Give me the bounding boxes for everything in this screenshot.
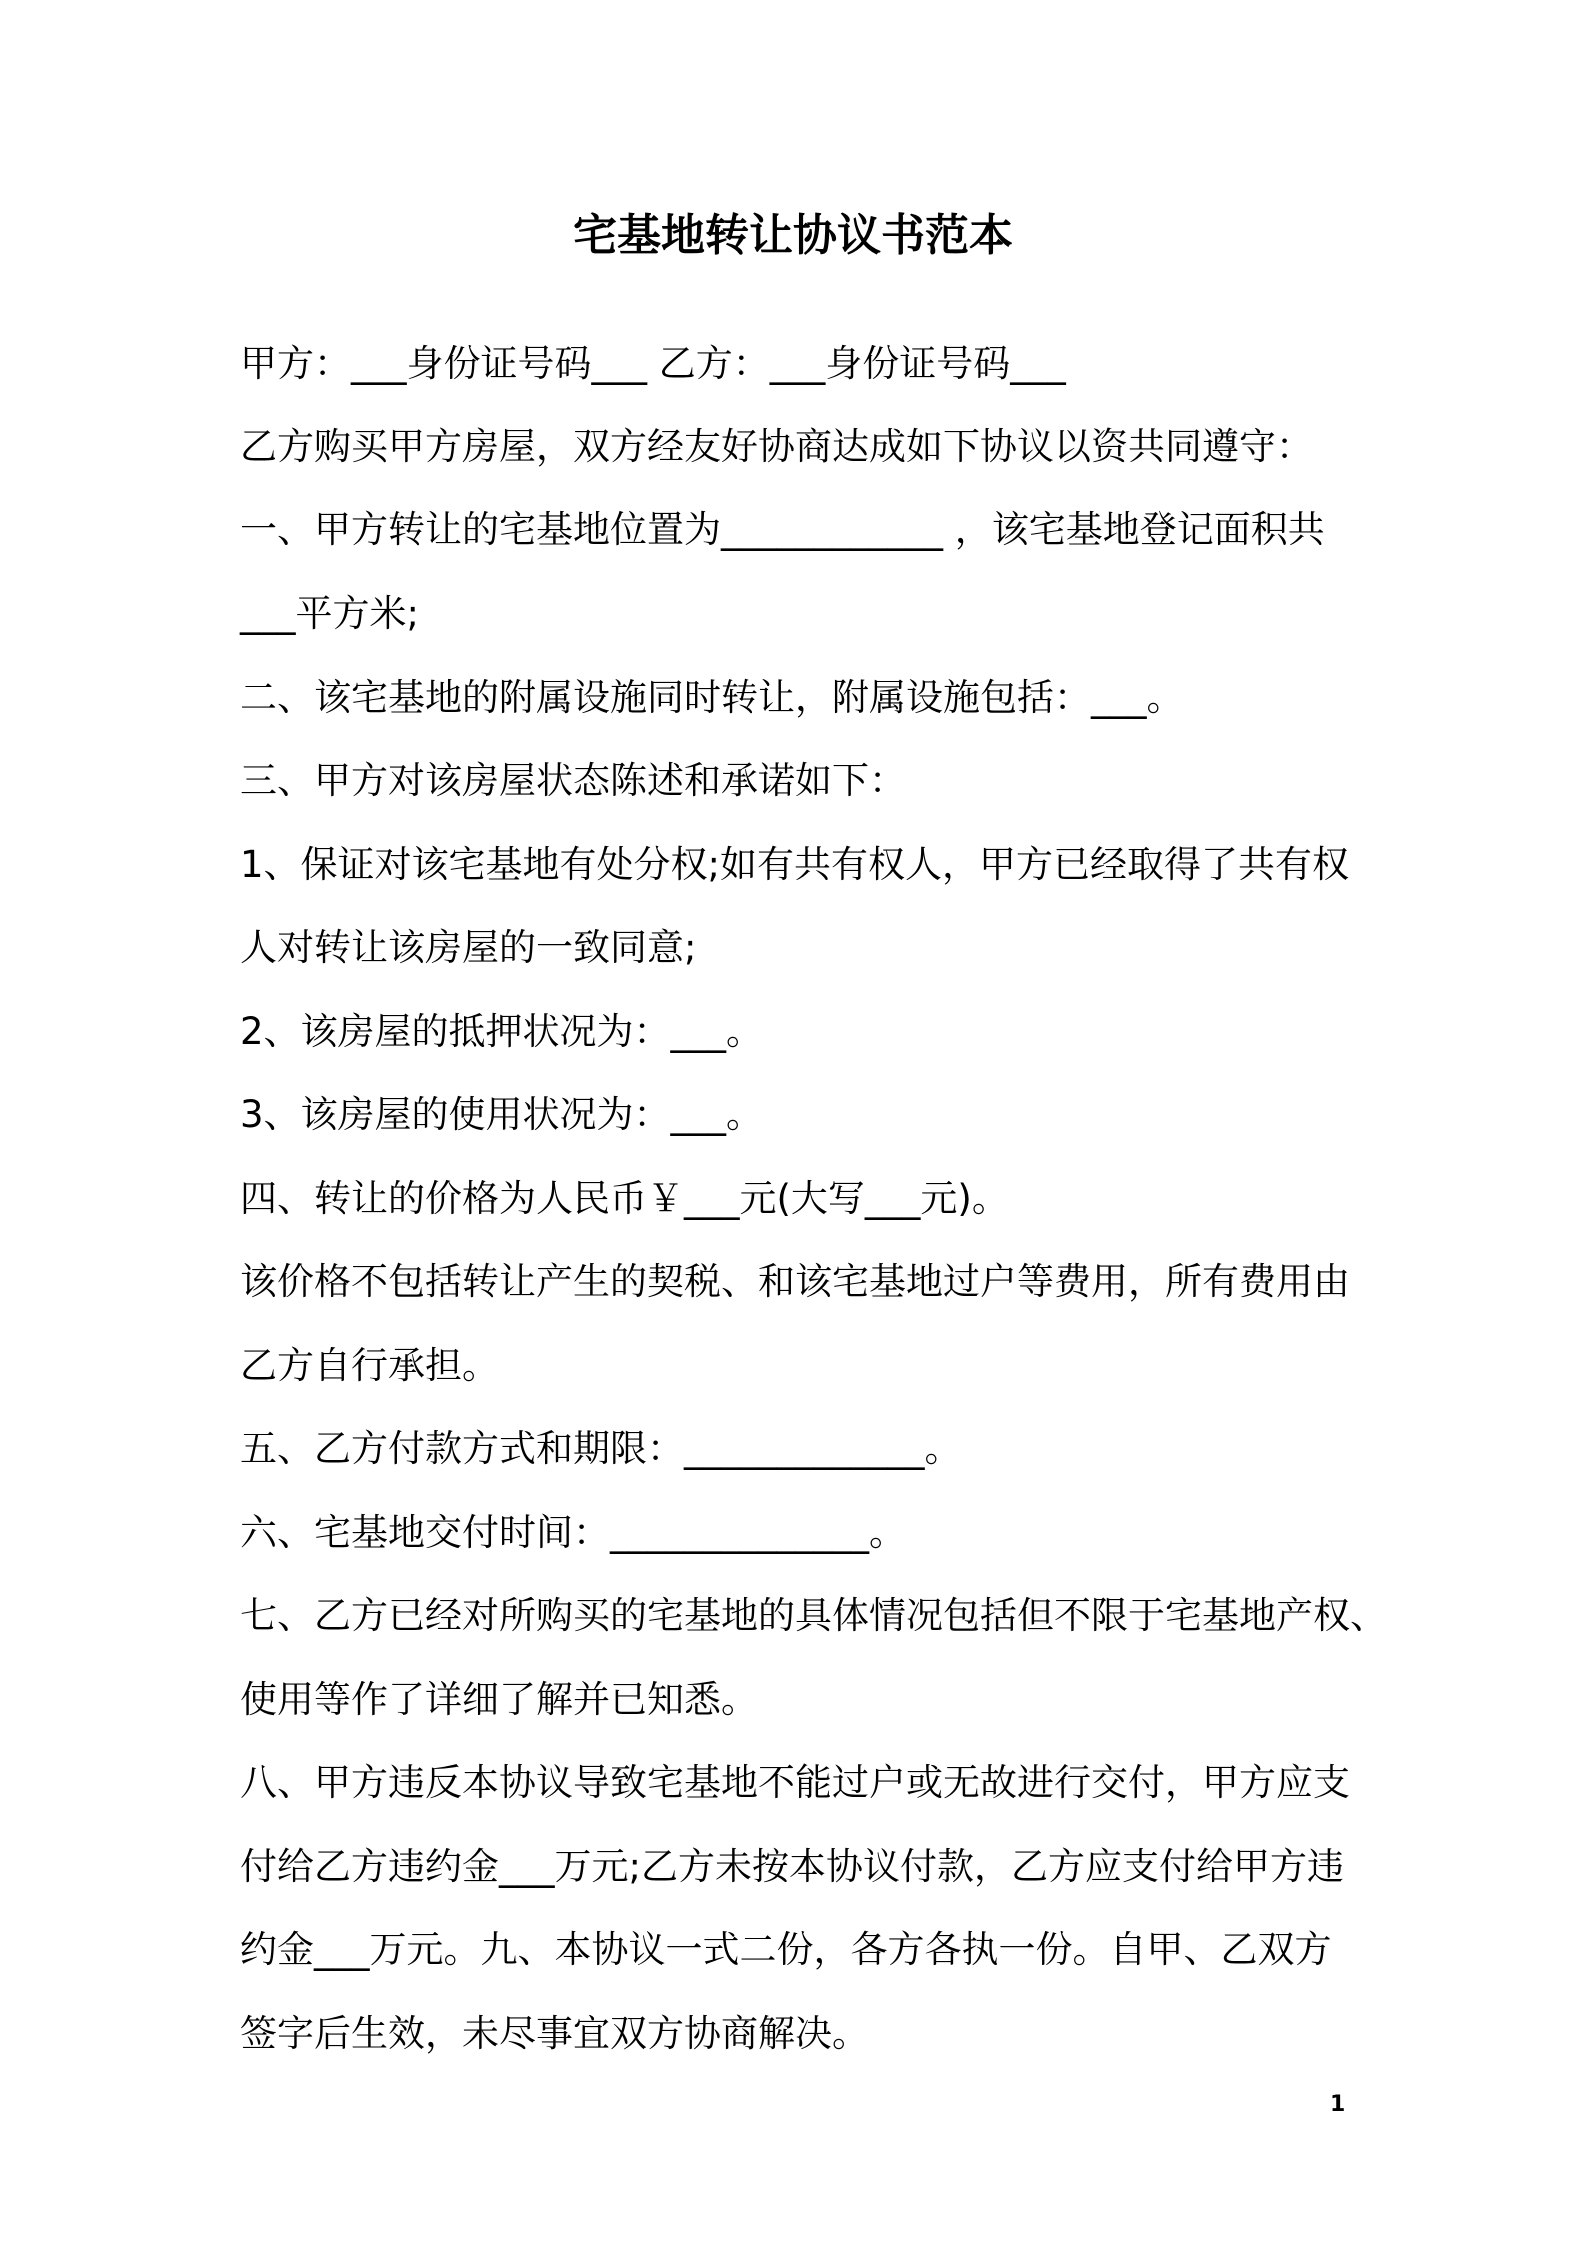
document-title: 宅基地转让协议书范本	[573, 210, 1013, 261]
clause-8-line-1: 八、甲方违反本协议导致宅基地不能过户或无故进行交付，甲方应支	[240, 1761, 1350, 1804]
clause-4-line: 四、转让的价格为人民币￥___元(大写___元)。	[240, 1177, 1009, 1220]
clause-3-item-2-line: 2、该房屋的抵押状况为：___。	[240, 1010, 764, 1053]
clause-3-item-1-line-2: 人对转让该房屋的一致同意;	[240, 926, 697, 969]
clause-4-note-line-1: 该价格不包括转让产生的契税、和该宅基地过户等费用，所有费用由	[240, 1260, 1350, 1303]
clause-4-note-line-2: 乙方自行承担。	[240, 1344, 499, 1387]
clause-3-line: 三、甲方对该房屋状态陈述和承诺如下：	[240, 759, 906, 802]
clause-8-9-line-3: 约金___万元。九、本协议一式二份，各方各执一份。自甲、乙双方	[240, 1928, 1332, 1971]
clause-2-line: 二、该宅基地的附属设施同时转让，附属设施包括：___。	[240, 676, 1184, 719]
intro-line: 乙方购买甲方房屋，双方经友好协商达成如下协议以资共同遵守：	[240, 425, 1313, 468]
party-line: 甲方：___身份证号码___ 乙方：___身份证号码___	[240, 342, 1066, 385]
clause-3-item-1-line-1: 1、保证对该宅基地有处分权;如有共有权人，甲方已经取得了共有权	[240, 843, 1350, 886]
page-number: 1	[1330, 2092, 1346, 2117]
clause-5-line: 五、乙方付款方式和期限：_____________。	[240, 1427, 962, 1470]
clause-3-item-3-line: 3、该房屋的使用状况为：___。	[240, 1093, 764, 1136]
clause-7-line-2: 使用等作了详细了解并已知悉。	[240, 1678, 758, 1721]
clause-8-line-2: 付给乙方违约金___万元;乙方未按本协议付款，乙方应支付给甲方违	[240, 1845, 1344, 1888]
clause-6-line: 六、宅基地交付时间：______________。	[240, 1511, 906, 1554]
clause-1-line-1: 一、甲方转让的宅基地位置为____________ ，该宅基地登记面积共	[240, 508, 1325, 551]
clause-9-line-2: 签字后生效，未尽事宜双方协商解决。	[240, 2012, 869, 2055]
clause-7-line-1: 七、乙方已经对所购买的宅基地的具体情况包括但不限于宅基地产权、	[240, 1594, 1387, 1637]
clause-1-line-2: ___平方米;	[240, 592, 419, 635]
